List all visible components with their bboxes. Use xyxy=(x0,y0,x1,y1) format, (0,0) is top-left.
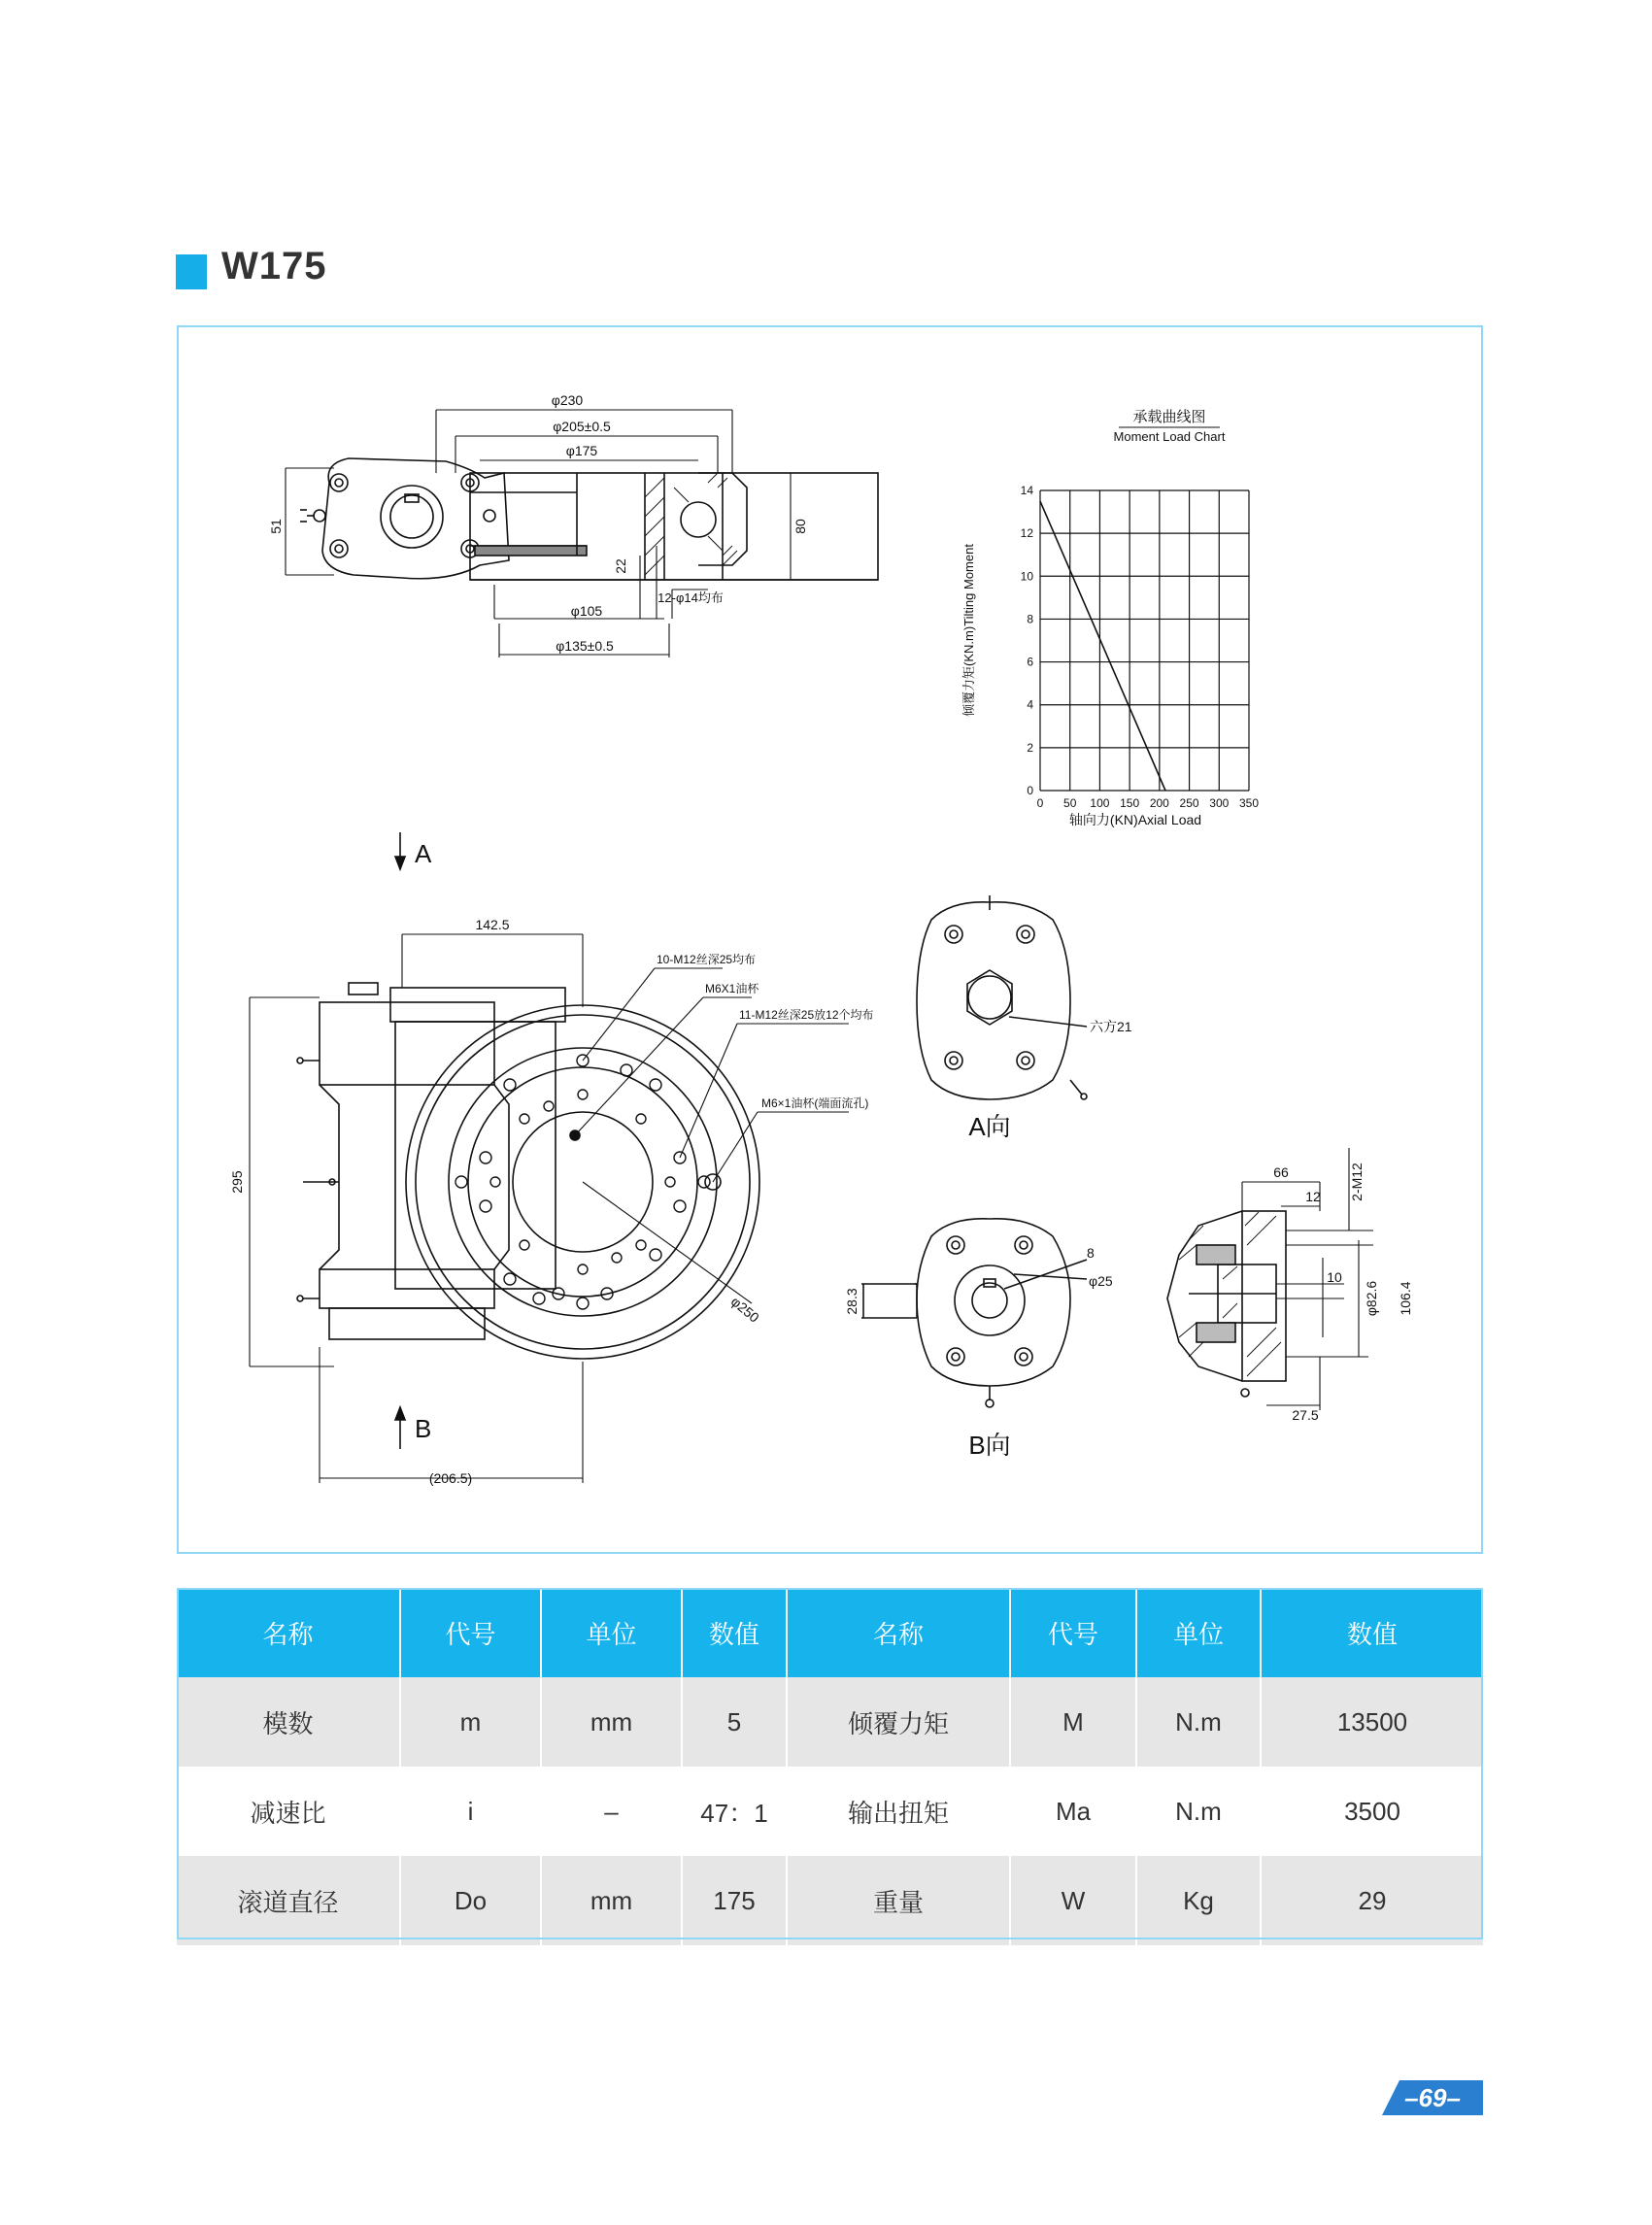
dim-22: 22 xyxy=(613,558,628,574)
chart-ylabel: 倾覆力矩(KN.m)Tilting Moment xyxy=(961,544,976,717)
table-cell: 重量 xyxy=(787,1856,1010,1945)
technical-drawing xyxy=(179,327,1485,1556)
chart-y-tick-label: 12 xyxy=(1020,526,1033,541)
dim-phi135: φ135±0.5 xyxy=(556,638,614,654)
chart-x-tick-label: 300 xyxy=(1209,796,1230,810)
callout-bolt-holes-11: 11-M12丝深25放12个均布 xyxy=(739,1008,874,1022)
dim-phi105: φ105 xyxy=(570,603,603,619)
table-cell: – xyxy=(541,1767,682,1856)
dim-28-3: 28.3 xyxy=(844,1288,860,1315)
chart-subtitle: Moment Load Chart xyxy=(1113,429,1226,444)
table-cell: mm xyxy=(541,1856,682,1945)
section-drawing xyxy=(1167,1211,1286,1397)
chart-y-tick-label: 2 xyxy=(1027,740,1033,755)
dim-10: 10 xyxy=(1327,1269,1342,1285)
dim-2-m12: 2-M12 xyxy=(1349,1163,1365,1201)
dim-12: 12 xyxy=(1305,1189,1321,1204)
page-number-badge xyxy=(1382,2080,1483,2115)
dim-8: 8 xyxy=(1087,1245,1095,1261)
dim-holes-12: 12-φ14均布 xyxy=(657,590,724,605)
dim-phi82-6: φ82.6 xyxy=(1364,1280,1379,1317)
dim-51: 51 xyxy=(268,519,284,534)
title-accent-block xyxy=(176,254,207,289)
table-cell: i xyxy=(400,1767,541,1856)
table-cell: m xyxy=(400,1677,541,1767)
header-cell: 名称 xyxy=(787,1588,1010,1677)
table-cell: 输出扭矩 xyxy=(787,1767,1010,1856)
chart-xlabel: 轴向力(KN)Axial Load xyxy=(1068,812,1202,827)
header-cell: 数值 xyxy=(1261,1588,1483,1677)
header-cell: 单位 xyxy=(1136,1588,1261,1677)
table-cell: Do xyxy=(400,1856,541,1945)
header-cell: 名称 xyxy=(177,1588,400,1677)
table-cell: Kg xyxy=(1136,1856,1261,1945)
dim-phi175: φ175 xyxy=(565,443,598,458)
table-cell: 3500 xyxy=(1261,1767,1483,1856)
callout-oil-cup: M6X1油杯 xyxy=(705,982,759,995)
dim-27-5: 27.5 xyxy=(1292,1407,1319,1423)
table-cell: 模数 xyxy=(177,1677,400,1767)
header-cell: 数值 xyxy=(682,1588,787,1677)
dim-phi25: φ25 xyxy=(1089,1273,1113,1289)
chart-title: 承载曲线图 xyxy=(1132,409,1206,425)
table-cell: mm xyxy=(541,1677,682,1767)
header-cell: 代号 xyxy=(400,1588,541,1677)
drawing-frame xyxy=(177,325,1483,1554)
dim-66: 66 xyxy=(1273,1164,1289,1180)
table-row xyxy=(177,1767,1483,1856)
table-row xyxy=(177,1677,1483,1767)
load-chart xyxy=(961,409,1259,827)
dim-phi230: φ230 xyxy=(551,392,584,408)
chart-x-tick-label: 0 xyxy=(1036,796,1044,810)
arrow-b-label: B xyxy=(415,1414,432,1443)
chart-y-tick-label: 0 xyxy=(1027,784,1033,797)
chart-y-tick-label: 14 xyxy=(1020,484,1033,497)
table-cell: 滚道直径 xyxy=(177,1856,400,1945)
view-a-label: A向 xyxy=(968,1112,1011,1141)
dim-206-5: (206.5) xyxy=(428,1470,473,1486)
table-row xyxy=(177,1856,1483,1945)
view-b-label: B向 xyxy=(968,1431,1011,1460)
view-b-drawing xyxy=(861,1219,1087,1407)
page-title: W175 xyxy=(221,245,327,287)
chart-y-tick-label: 6 xyxy=(1027,655,1033,669)
table-cell: 13500 xyxy=(1261,1677,1483,1767)
table-cell: 29 xyxy=(1261,1856,1483,1945)
dim-phi250: φ250 xyxy=(727,1293,762,1326)
table-cell: 175 xyxy=(682,1856,787,1945)
callout-bolt-holes-10: 10-M12丝深25均布 xyxy=(657,953,757,966)
callout-oil-cup-face: M6×1油杯(端面流孔) xyxy=(761,1096,869,1110)
table-cell: 减速比 xyxy=(177,1767,400,1856)
top-view-drawing xyxy=(300,458,878,580)
table-cell: N.m xyxy=(1136,1767,1261,1856)
table-cell: W xyxy=(1010,1856,1136,1945)
dim-295: 295 xyxy=(229,1170,245,1194)
view-a-drawing xyxy=(917,895,1087,1099)
spec-table xyxy=(177,1588,1483,1945)
dim-106-4: 106.4 xyxy=(1398,1281,1413,1316)
chart-x-tick-label: 50 xyxy=(1063,796,1077,810)
table-cell: Ma xyxy=(1010,1767,1136,1856)
chart-x-tick-label: 150 xyxy=(1120,796,1140,810)
table-cell: 倾覆力矩 xyxy=(787,1677,1010,1767)
chart-y-tick-label: 10 xyxy=(1020,569,1033,584)
chart-x-tick-label: 200 xyxy=(1149,796,1169,810)
dim-80: 80 xyxy=(792,519,808,534)
dim-hex-21: 六方21 xyxy=(1090,1019,1132,1034)
dim-phi205: φ205±0.5 xyxy=(553,419,611,434)
spec-header-row xyxy=(177,1588,1483,1677)
header-cell: 代号 xyxy=(1010,1588,1136,1677)
chart-y-tick-label: 4 xyxy=(1027,697,1033,712)
front-view-drawing xyxy=(297,983,759,1359)
chart-x-tick-label: 350 xyxy=(1238,796,1260,810)
page-number: –69– xyxy=(1404,2083,1461,2112)
dim-142-5: 142.5 xyxy=(475,917,510,932)
table-cell: M xyxy=(1010,1677,1136,1767)
table-cell: N.m xyxy=(1136,1677,1261,1767)
chart-y-tick-label: 8 xyxy=(1027,612,1033,626)
table-cell: 47：1 xyxy=(682,1767,787,1856)
table-cell: 5 xyxy=(682,1677,787,1767)
chart-x-tick-label: 100 xyxy=(1090,796,1110,810)
header-cell: 单位 xyxy=(541,1588,682,1677)
chart-x-tick-label: 250 xyxy=(1179,796,1199,810)
arrow-a-label: A xyxy=(415,839,432,868)
